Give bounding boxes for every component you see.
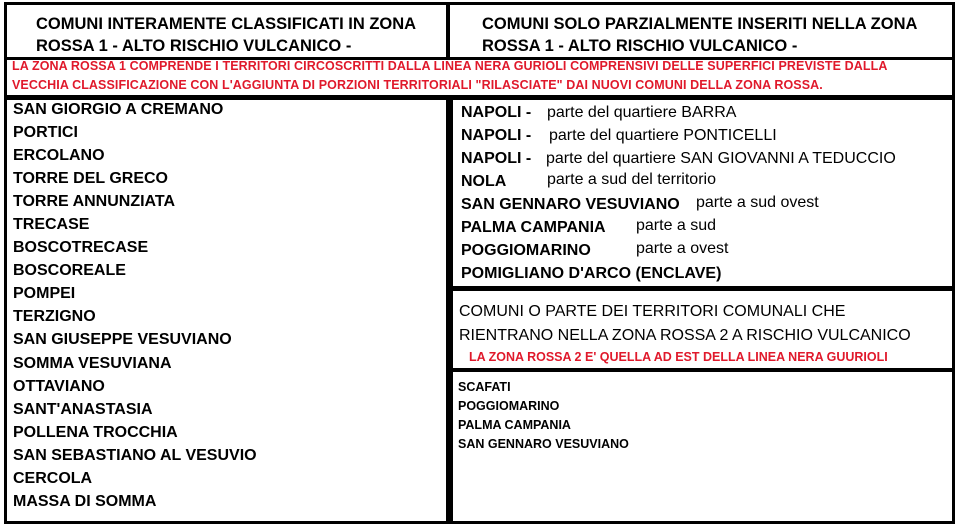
zona2-comuni-list bbox=[458, 378, 629, 454]
list-item: MASSA DI SOMMA bbox=[13, 492, 157, 510]
header-right bbox=[482, 13, 917, 57]
list-item: OTTAVIANO bbox=[13, 377, 105, 395]
partial-city: NAPOLI - bbox=[461, 104, 532, 121]
header-left-line1: COMUNI INTERAMENTE CLASSIFICATI IN ZONA bbox=[36, 15, 417, 33]
top-border bbox=[4, 2, 955, 5]
partial-desc: parte a sud del territorio bbox=[547, 171, 716, 188]
list-item: BOSCOREALE bbox=[13, 262, 126, 280]
column-divider bbox=[446, 95, 453, 524]
list-item: CERCOLA bbox=[13, 469, 93, 487]
zona2-line1: COMUNI O PARTE DEI TERRITORI COMUNALI CHE bbox=[459, 303, 846, 320]
partial-city: NAPOLI - bbox=[461, 127, 532, 144]
partial-desc: parte a sud ovest bbox=[696, 194, 819, 211]
list-item: POLLENA TROCCHIA bbox=[13, 423, 178, 441]
list-item: TRECASE bbox=[13, 216, 90, 234]
partial-desc: parte del quartiere PONTICELLI bbox=[549, 127, 777, 144]
list-item: TORRE DEL GRECO bbox=[13, 170, 168, 188]
partial-city: POMIGLIANO D'ARCO (ENCLAVE) bbox=[461, 265, 722, 282]
full-comuni-list bbox=[13, 98, 257, 513]
partial-city: POGGIOMARINO bbox=[461, 242, 591, 259]
header-right-line1: COMUNI SOLO PARZIALMENTE INSERITI NELLA ZONA bbox=[482, 15, 918, 33]
partial-desc: parte a ovest bbox=[636, 240, 729, 257]
zona2-description bbox=[459, 300, 911, 366]
partial-city: NAPOLI - bbox=[461, 150, 532, 167]
red-note-line2: VECCHIA CLASSIFICAZIONE CON L'AGGIUNTA DI PORZIONI TERRITORIALI "RILASCIATE" DAI NUOVI COMUNI DELLA ZONA ROSSA. bbox=[12, 78, 823, 92]
list-item: POMPEI bbox=[13, 285, 76, 303]
list-item: TORRE ANNUNZIATA bbox=[13, 193, 176, 211]
list-item: SAN GIUSEPPE VESUVIANO bbox=[13, 331, 232, 349]
zona2-bottom-rule bbox=[446, 368, 955, 372]
red-note-line1: LA ZONA ROSSA 1 COMPRENDE I TERRITORI CIRCOSCRITTI DALLA LINEA NERA GURIOLI COMPRENSIVI DELLE SUPERFICI PREVISTE DALLA bbox=[12, 59, 888, 73]
list-item: SCAFATI bbox=[458, 380, 511, 394]
list-item: SAN GIORGIO A CREMANO bbox=[13, 101, 224, 118]
partial-comuni-list bbox=[461, 102, 946, 286]
list-item: SOMMA VESUVIANA bbox=[13, 354, 172, 372]
list-item: TERZIGNO bbox=[13, 308, 96, 326]
header-right-line2: ROSSA 1 - ALTO RISCHIO VULCANICO - bbox=[482, 37, 798, 55]
list-item: SAN SEBASTIANO AL VESUVIO bbox=[13, 446, 257, 464]
list-item: PORTICI bbox=[13, 124, 78, 142]
list-item: SANT'ANASTASIA bbox=[13, 400, 153, 418]
red-note bbox=[12, 57, 888, 95]
partial-city: PALMA CAMPANIA bbox=[461, 219, 606, 236]
header-left bbox=[36, 13, 416, 57]
list-item: POGGIOMARINO bbox=[458, 399, 560, 413]
right-border bbox=[952, 2, 955, 524]
bottom-border bbox=[4, 521, 955, 524]
header-divider bbox=[446, 2, 450, 59]
partial-city: SAN GENNARO VESUVIANO bbox=[461, 196, 680, 213]
partial-desc: parte del quartiere BARRA bbox=[547, 104, 737, 121]
left-border bbox=[4, 2, 7, 524]
list-item: PALMA CAMPANIA bbox=[458, 418, 571, 432]
partial-desc: parte a sud bbox=[636, 217, 717, 234]
zona2-note: LA ZONA ROSSA 2 E' QUELLA AD EST DELLA LINEA NERA GUURIOLI bbox=[469, 350, 888, 364]
partial-desc: parte del quartiere SAN GIOVANNI A TEDUCCIO bbox=[546, 150, 896, 167]
list-item: BOSCOTRECASE bbox=[13, 239, 149, 257]
partial-city: NOLA bbox=[461, 173, 507, 190]
header-left-line2: ROSSA 1 - ALTO RISCHIO VULCANICO - bbox=[36, 37, 352, 55]
list-item: ERCOLANO bbox=[13, 147, 105, 165]
partial-bottom-rule bbox=[446, 286, 955, 291]
list-item: SAN GENNARO VESUVIANO bbox=[458, 437, 629, 451]
zona2-line2: RIENTRANO NELLA ZONA ROSSA 2 A RISCHIO VULCANICO bbox=[459, 327, 911, 344]
